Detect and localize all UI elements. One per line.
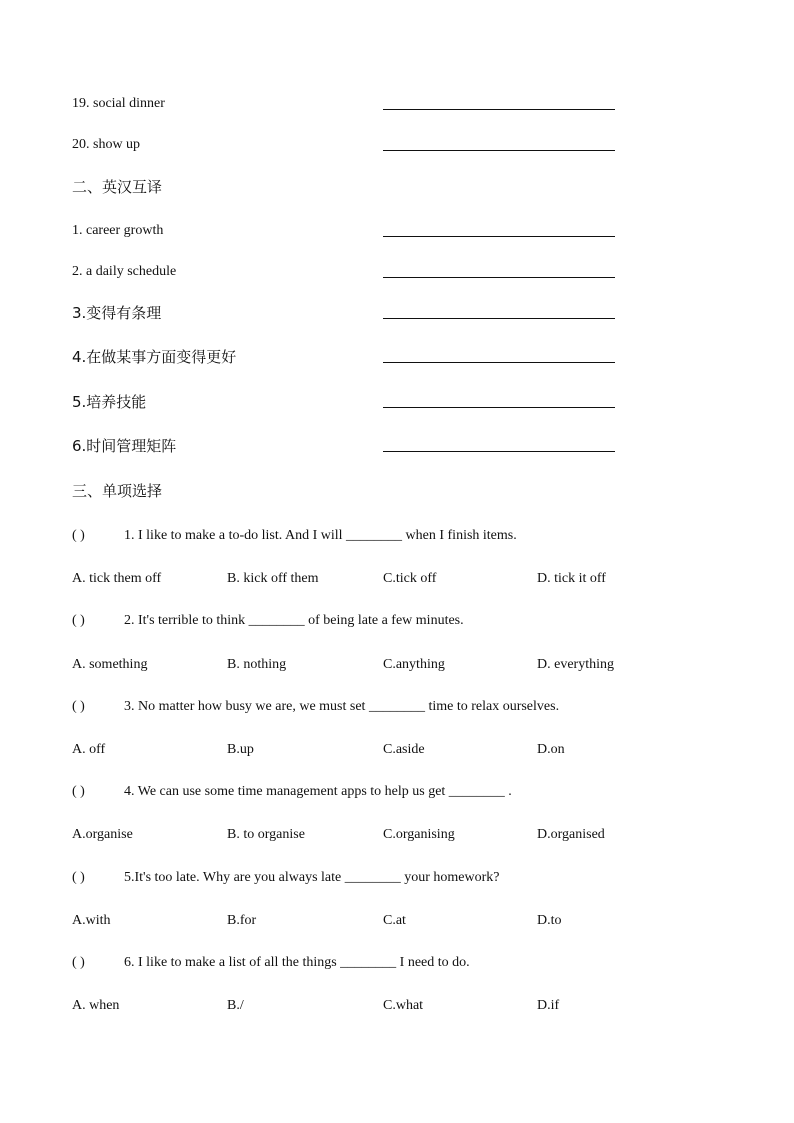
option-c: C.organising: [383, 827, 455, 842]
question-text: 2. It's terrible to think ________ of being late a few minutes.: [124, 613, 464, 628]
section-heading: 二、英汉互译: [72, 178, 163, 196]
answer-bracket[interactable]: ( ): [72, 528, 85, 543]
question-stem: [72, 611, 464, 631]
option-d: D.if: [537, 998, 560, 1013]
question-text: 1. I like to make a to-do list. And I will ________ when I finish items.: [124, 528, 517, 543]
translation-item: [72, 221, 632, 245]
answer-bracket[interactable]: ( ): [72, 955, 85, 970]
option-row: [72, 825, 692, 845]
translation-term: 2. a daily schedule: [72, 264, 177, 279]
answer-line[interactable]: [383, 362, 615, 363]
answer-line[interactable]: [383, 277, 615, 278]
option-a: A. when: [72, 998, 120, 1013]
vocab-term: 19. social dinner: [72, 96, 165, 111]
question-text: 6. I like to make a list of all the things ________ I need to do.: [124, 955, 470, 970]
answer-line[interactable]: [383, 236, 615, 237]
option-d: D.to: [537, 913, 562, 928]
option-a: A.organise: [72, 827, 133, 842]
answer-line[interactable]: [383, 451, 615, 452]
question-stem: [72, 953, 470, 973]
option-b: B.up: [227, 742, 254, 757]
option-row: [72, 569, 692, 589]
option-row: [72, 655, 692, 675]
translation-term: 1. career growth: [72, 223, 164, 238]
question-text: 3. No matter how busy we are, we must set ________ time to relax ourselves.: [124, 699, 560, 714]
option-row: [72, 911, 692, 931]
translation-term: 5.培养技能: [72, 393, 147, 411]
answer-line[interactable]: [383, 318, 615, 319]
option-row: [72, 996, 692, 1016]
answer-line[interactable]: [383, 109, 615, 110]
option-c: C.tick off: [383, 571, 437, 586]
option-row: [72, 740, 692, 760]
option-c: C.at: [383, 913, 406, 928]
option-b: B./: [227, 998, 244, 1013]
answer-line[interactable]: [383, 407, 615, 408]
question-stem: [72, 526, 517, 546]
answer-bracket[interactable]: ( ): [72, 784, 85, 799]
question-stem: [72, 868, 500, 888]
translation-term: 6.时间管理矩阵: [72, 437, 177, 455]
option-a: A. something: [72, 657, 148, 672]
option-d: D.on: [537, 742, 565, 757]
answer-line[interactable]: [383, 150, 615, 151]
option-c: C.aside: [383, 742, 425, 757]
option-a: A.with: [72, 913, 111, 928]
vocab-item: [72, 94, 632, 118]
translation-term: 4.在做某事方面变得更好: [72, 348, 237, 366]
vocab-term: 20. show up: [72, 137, 141, 152]
option-b: B. nothing: [227, 657, 287, 672]
question-text: 4. We can use some time management apps to help us get ________ .: [124, 784, 512, 799]
option-a: A. tick them off: [72, 571, 162, 586]
translation-item: [72, 262, 632, 286]
option-a: A. off: [72, 742, 106, 757]
answer-bracket[interactable]: ( ): [72, 870, 85, 885]
question-stem: [72, 697, 559, 717]
translation-item: [72, 392, 632, 416]
question-stem: [72, 782, 512, 802]
option-d: D. everything: [537, 657, 614, 672]
translation-item: [72, 303, 632, 327]
option-c: C.what: [383, 998, 424, 1013]
option-b: B. kick off them: [227, 571, 319, 586]
translation-item: [72, 436, 632, 460]
option-d: D.organised: [537, 827, 605, 842]
answer-bracket[interactable]: ( ): [72, 613, 85, 628]
translation-term: 3.变得有条理: [72, 304, 162, 322]
vocab-item: [72, 135, 632, 159]
question-text: 5.It's too late. Why are you always late ________ your homework?: [124, 870, 500, 885]
option-b: B. to organise: [227, 827, 305, 842]
translation-item: [72, 347, 632, 371]
option-c: C.anything: [383, 657, 445, 672]
section-heading: 三、单项选择: [72, 482, 163, 500]
option-d: D. tick it off: [537, 571, 606, 586]
option-b: B.for: [227, 913, 257, 928]
answer-bracket[interactable]: ( ): [72, 699, 85, 714]
